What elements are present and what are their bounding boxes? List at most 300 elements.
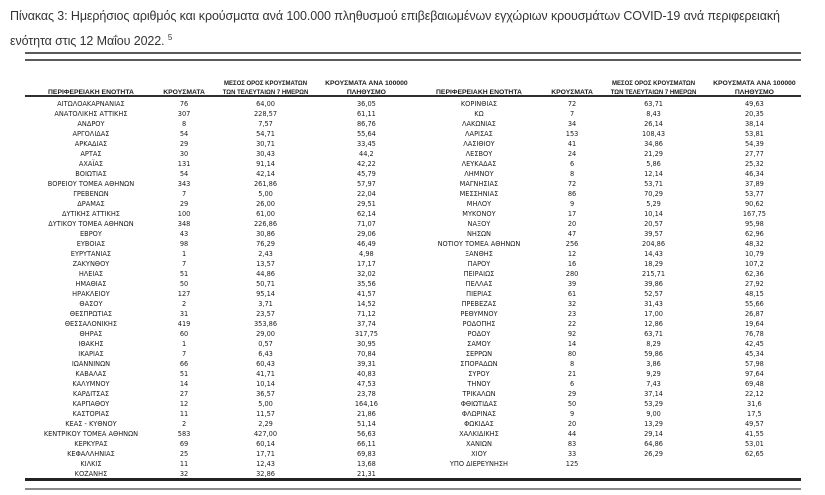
per100k-cell: 42,22 <box>356 160 376 168</box>
per100k-cell: 46,34 <box>744 170 764 178</box>
per100k-cell: 37,89 <box>744 180 764 188</box>
region-cell: ΧΙΟΥ <box>471 450 487 458</box>
avg7-cell: 26,00 <box>256 200 275 208</box>
covid-regional-table <box>25 52 801 492</box>
avg7-cell: 52,57 <box>644 290 663 298</box>
per100k-cell: 21,31 <box>356 470 376 478</box>
region-cell: ΚΑΒΑΛΑΣ <box>75 370 107 378</box>
per100k-cell: 17,5 <box>747 410 762 418</box>
avg7-cell: 427,00 <box>253 430 278 438</box>
table-row <box>25 269 413 279</box>
cases-cell: 2 <box>181 300 187 308</box>
avg7-cell: 91,14 <box>256 160 275 168</box>
avg7-cell: 18,29 <box>644 260 663 268</box>
per100k-cell: 48,15 <box>744 290 764 298</box>
region-cell: ΛΑΚΩΝΙΑΣ <box>461 120 496 128</box>
cases-cell: 31 <box>179 310 189 318</box>
bottom-rule-thin <box>25 488 801 490</box>
cases-cell: 24 <box>567 150 577 158</box>
table-row <box>413 149 801 159</box>
avg7-cell: 8,29 <box>646 340 661 348</box>
table-row <box>413 299 801 309</box>
table-row <box>413 369 801 379</box>
avg7-cell: 61,00 <box>256 210 275 218</box>
header-avg7 <box>211 80 320 97</box>
region-cell: ΦΩΚΙΔΑΣ <box>464 420 494 428</box>
cases-cell: 6 <box>569 160 575 168</box>
cases-cell: 9 <box>569 200 575 208</box>
per100k-cell: 17,17 <box>356 260 376 268</box>
avg7-cell: 60,43 <box>256 360 275 368</box>
table-row <box>25 109 413 119</box>
cases-cell: 11 <box>179 460 189 468</box>
region-cell: ΦΛΩΡΙΝΑΣ <box>461 410 497 418</box>
cases-cell: 29 <box>567 390 577 398</box>
cases-cell: 8 <box>181 120 187 128</box>
header-avg7-line2: ΤΩΝ ΤΕΛΕΥΤΑΙΩΝ 7 ΗΜΕΡΩΝ <box>610 89 697 96</box>
region-cell: ΣΥΡΟΥ <box>468 370 490 378</box>
region-cell: ΣΕΡΡΩΝ <box>465 350 493 358</box>
per100k-cell: 86,76 <box>356 120 376 128</box>
table-row <box>25 209 413 219</box>
per100k-cell: 4,98 <box>359 250 374 258</box>
cases-cell: 61 <box>567 290 577 298</box>
table-row <box>413 219 801 229</box>
region-cell: ΜΑΓΝΗΣΙΑΣ <box>459 180 499 188</box>
table-row <box>413 139 801 149</box>
avg7-cell: 34,86 <box>644 140 663 148</box>
left-table-header <box>25 60 413 97</box>
region-cell: ΚΟΖΑΝΗΣ <box>74 470 108 478</box>
table-row <box>25 119 413 129</box>
cases-cell: 76 <box>179 100 189 108</box>
avg7-cell: 23,57 <box>256 310 275 318</box>
region-cell: ΡΟΔΟΠΗΣ <box>462 320 496 328</box>
per100k-cell: 62,14 <box>356 210 376 218</box>
avg7-cell: 12,14 <box>644 170 663 178</box>
cases-cell: 12 <box>179 400 189 408</box>
right-table-body <box>413 97 801 469</box>
region-cell: ΧΑΛΚΙΔΙΚΗΣ <box>459 430 499 438</box>
table-row <box>413 419 801 429</box>
per100k-cell: 167,75 <box>742 210 766 218</box>
cases-cell: 92 <box>567 330 577 338</box>
table-row <box>25 439 413 449</box>
avg7-cell: 17,00 <box>644 310 663 318</box>
avg7-cell: 108,43 <box>641 130 666 138</box>
cases-cell: 7 <box>181 260 187 268</box>
table-row <box>413 239 801 249</box>
table-row <box>413 109 801 119</box>
table-row <box>25 359 413 369</box>
cases-cell: 17 <box>567 210 577 218</box>
region-cell: ΠΕΛΛΑΣ <box>465 280 493 288</box>
region-cell: ΘΗΡΑΣ <box>79 330 103 338</box>
per100k-cell: 23,78 <box>356 390 376 398</box>
table-row <box>25 429 413 439</box>
per100k-cell: 48,32 <box>744 240 764 248</box>
avg7-cell: 204,86 <box>641 240 666 248</box>
per100k-cell: 45,34 <box>744 350 764 358</box>
cases-cell: 25 <box>179 450 189 458</box>
table-row <box>413 119 801 129</box>
cases-cell: 86 <box>567 190 577 198</box>
cases-cell: 72 <box>567 180 577 188</box>
avg7-cell: 3,71 <box>258 300 273 308</box>
avg7-cell: 31,43 <box>644 300 663 308</box>
avg7-cell: 215,71 <box>641 270 666 278</box>
table-row <box>413 259 801 269</box>
table-row <box>25 219 413 229</box>
cases-cell: 29 <box>179 140 189 148</box>
region-cell: ΙΘΑΚΗΣ <box>78 340 104 348</box>
cases-cell: 29 <box>179 200 189 208</box>
per100k-cell: 37,74 <box>356 320 376 328</box>
avg7-cell: 39,57 <box>644 230 663 238</box>
table-row <box>25 179 413 189</box>
avg7-cell: 53,71 <box>644 180 663 188</box>
avg7-cell: 20,57 <box>644 220 663 228</box>
table-row <box>25 379 413 389</box>
right-table-header <box>413 60 801 97</box>
table-row <box>25 369 413 379</box>
region-cell: ΠΕΙΡΑΙΩΣ <box>463 270 495 278</box>
cases-cell: 12 <box>567 250 577 258</box>
cases-cell: 27 <box>179 390 189 398</box>
per100k-cell: 90,62 <box>744 200 764 208</box>
table-row <box>25 149 413 159</box>
avg7-cell: 53,29 <box>644 400 663 408</box>
per100k-cell <box>708 459 801 469</box>
table-row <box>25 389 413 399</box>
cases-cell: 41 <box>567 140 577 148</box>
table-row <box>25 159 413 169</box>
per100k-cell: 49,57 <box>744 420 764 428</box>
cases-cell: 60 <box>179 330 189 338</box>
header-region <box>25 89 157 98</box>
avg7-cell: 5,00 <box>258 400 273 408</box>
cases-cell: 21 <box>567 370 577 378</box>
cases-cell: 72 <box>567 100 577 108</box>
per100k-cell: 71,12 <box>356 310 376 318</box>
table-row <box>25 329 413 339</box>
cases-cell: 153 <box>565 130 579 138</box>
table-row <box>413 99 801 109</box>
table-row <box>413 409 801 419</box>
region-cell: ΑΡΓΟΛΙΔΑΣ <box>72 130 110 138</box>
table-row <box>25 409 413 419</box>
avg7-cell: 30,43 <box>256 150 275 158</box>
per100k-cell: 35,56 <box>356 280 376 288</box>
per100k-cell: 44,2 <box>359 150 374 158</box>
region-cell: ΑΝΔΡΟΥ <box>77 120 105 128</box>
per100k-cell: 36,05 <box>356 100 376 108</box>
cases-cell: 98 <box>179 240 189 248</box>
region-cell: ΗΜΑΘΙΑΣ <box>75 280 107 288</box>
region-cell: ΑΡΚΑΔΙΑΣ <box>74 140 108 148</box>
header-per100k-line1: ΚΡΟΥΣΜΑΤΑ ΑΝΑ 100000 <box>325 80 408 87</box>
table-row <box>25 199 413 209</box>
avg7-cell: 63,71 <box>644 100 663 108</box>
per100k-cell: 22,04 <box>356 190 376 198</box>
table-row <box>413 329 801 339</box>
table-row <box>413 199 801 209</box>
table-caption <box>10 6 812 52</box>
table-row <box>413 289 801 299</box>
region-cell: ΚΑΡΠΑΘΟΥ <box>72 400 110 408</box>
region-cell: ΙΩΑΝΝΙΝΩΝ <box>71 360 111 368</box>
table-row <box>25 349 413 359</box>
cases-cell: 16 <box>567 260 577 268</box>
per100k-cell: 14,52 <box>356 300 376 308</box>
avg7-cell: 11,57 <box>256 410 275 418</box>
cases-cell: 11 <box>179 410 189 418</box>
per100k-cell: 53,77 <box>744 190 764 198</box>
table-row <box>25 319 413 329</box>
header-avg7-line1: ΜΕΣΟΣ ΟΡΟΣ ΚΡΟΥΣΜΑΤΩΝ <box>611 81 696 87</box>
per100k-cell: 55,66 <box>744 300 764 308</box>
avg7-cell: 60,14 <box>256 440 275 448</box>
avg7-cell: 8,43 <box>646 110 661 118</box>
table-row <box>413 209 801 219</box>
region-cell: ΕΥΡΥΤΑΝΙΑΣ <box>70 250 112 258</box>
per100k-cell: 21,86 <box>356 410 376 418</box>
cases-cell: 2 <box>181 420 187 428</box>
avg7-cell: 353,86 <box>253 320 278 328</box>
header-cases <box>545 89 599 98</box>
region-cell: ΑΡΤΑΣ <box>80 150 102 158</box>
per100k-cell: 55,64 <box>356 130 376 138</box>
per100k-cell: 27,77 <box>744 150 764 158</box>
per100k-cell: 51,14 <box>356 420 376 428</box>
avg7-cell <box>599 459 708 469</box>
table-row <box>25 459 413 469</box>
per100k-cell: 29,06 <box>356 230 376 238</box>
region-cell: ΦΘΙΩΤΙΔΑΣ <box>460 400 498 408</box>
cases-cell: 1 <box>181 340 187 348</box>
per100k-cell: 47,53 <box>356 380 376 388</box>
avg7-cell: 21,29 <box>644 150 663 158</box>
table-row <box>25 229 413 239</box>
avg7-cell: 64,86 <box>644 440 663 448</box>
cases-cell: 307 <box>177 110 191 118</box>
cases-cell: 8 <box>569 360 575 368</box>
avg7-cell: 76,29 <box>256 240 275 248</box>
table-row <box>25 339 413 349</box>
region-cell: ΜΕΣΣΗΝΙΑΣ <box>459 190 499 198</box>
cases-cell: 44 <box>567 430 577 438</box>
header-avg7-line1: ΜΕΣΟΣ ΟΡΟΣ ΚΡΟΥΣΜΑΤΩΝ <box>223 81 308 87</box>
table-row <box>25 239 413 249</box>
per100k-cell: 97,64 <box>744 370 764 378</box>
cases-cell: 50 <box>179 280 189 288</box>
cases-cell: 22 <box>567 320 577 328</box>
region-cell: ΠΑΡΟΥ <box>467 260 491 268</box>
cases-cell: 100 <box>177 210 191 218</box>
per100k-cell: 39,31 <box>356 360 376 368</box>
per100k-cell: 76,78 <box>744 330 764 338</box>
header-region <box>413 89 545 98</box>
region-cell: ΔΡΑΜΑΣ <box>77 200 105 208</box>
table-row <box>25 139 413 149</box>
region-cell: ΚΑΣΤΟΡΙΑΣ <box>72 410 110 418</box>
region-cell: ΥΠΟ ΔΙΕΡΕΥΝΗΣΗ <box>449 460 508 468</box>
table-row <box>25 299 413 309</box>
cases-cell: 43 <box>179 230 189 238</box>
region-cell: ΜΥΚΟΝΟΥ <box>462 210 496 218</box>
region-cell: ΔΥΤΙΚΗΣ ΑΤΤΙΚΗΣ <box>61 210 120 218</box>
region-cell: ΝΟΤΙΟΥ ΤΟΜΕΑ ΑΘΗΝΩΝ <box>437 240 521 248</box>
avg7-cell: 70,29 <box>644 190 663 198</box>
region-cell: ΛΑΣΙΘΙΟΥ <box>463 140 495 148</box>
cases-cell: 280 <box>565 270 579 278</box>
region-cell: ΘΕΣΣΑΛΟΝΙΚΗΣ <box>64 320 118 328</box>
table-row <box>25 169 413 179</box>
cases-cell: 23 <box>567 310 577 318</box>
avg7-cell: 13,57 <box>256 260 275 268</box>
region-cell: ΤΗΝΟΥ <box>467 380 491 388</box>
region-cell: ΕΒΡΟΥ <box>80 230 102 238</box>
cases-cell: 7 <box>569 110 575 118</box>
region-cell: ΒΟΡΕΙΟΥ ΤΟΜΕΑ ΑΘΗΝΩΝ <box>47 180 135 188</box>
table-row <box>25 129 413 139</box>
avg7-cell: 50,71 <box>256 280 275 288</box>
region-cell: ΓΡΕΒΕΝΩΝ <box>73 190 109 198</box>
region-cell: ΛΗΜΝΟΥ <box>464 170 494 178</box>
cases-cell: 34 <box>567 120 577 128</box>
region-cell: ΛΕΥΚΑΔΑΣ <box>461 160 497 168</box>
table-row <box>413 349 801 359</box>
cases-cell: 20 <box>567 220 577 228</box>
cases-cell: 256 <box>565 240 579 248</box>
avg7-cell: 39,86 <box>644 280 663 288</box>
per100k-cell: 53,81 <box>744 130 764 138</box>
cases-cell: 419 <box>177 320 191 328</box>
avg7-cell: 261,86 <box>253 180 278 188</box>
header-cases <box>157 89 211 98</box>
region-cell: ΑΙΤΩΛΟΑΚΑΡΝΑΝΙΑΣ <box>57 100 125 108</box>
cases-cell: 30 <box>179 150 189 158</box>
cases-cell: 14 <box>567 340 577 348</box>
per100k-cell: 56,63 <box>356 430 376 438</box>
avg7-cell: 36,57 <box>256 390 275 398</box>
table-row <box>413 269 801 279</box>
cases-cell: 32 <box>179 470 189 478</box>
region-cell: ΗΛΕΙΑΣ <box>78 270 104 278</box>
avg7-cell: 226,86 <box>253 220 278 228</box>
per100k-cell: 40,83 <box>356 370 376 378</box>
header-per100k-line2: ΠΛΗΘΥΣΜΟ <box>734 88 774 96</box>
avg7-cell: 7,57 <box>258 120 273 128</box>
per100k-cell: 13,68 <box>356 460 376 468</box>
per100k-cell: 107,2 <box>744 260 764 268</box>
table-row <box>413 399 801 409</box>
header-region-label: ΠΕΡΙΦΕΡΕΙΑΚΗ ΕΝΟΤΗΤΑ <box>48 88 134 96</box>
per100k-cell: 70,84 <box>356 350 376 358</box>
per100k-cell: 19,64 <box>744 320 764 328</box>
tables-row <box>25 60 801 479</box>
cases-cell: 14 <box>179 380 189 388</box>
per100k-cell: 22,12 <box>744 390 764 398</box>
per100k-cell: 10,79 <box>744 250 764 258</box>
table-row <box>413 309 801 319</box>
table-row <box>413 319 801 329</box>
region-cell: ΚΙΛΚΙΣ <box>80 460 102 468</box>
header-per100k-line2: ΠΛΗΘΥΣΜΟ <box>346 88 386 96</box>
cases-cell: 343 <box>177 180 191 188</box>
per100k-cell: 41,55 <box>744 430 764 438</box>
avg7-cell: 95,14 <box>256 290 275 298</box>
per100k-cell: 53,01 <box>744 440 764 448</box>
table-row <box>25 309 413 319</box>
table-row <box>25 99 413 109</box>
per100k-cell: 57,98 <box>744 360 764 368</box>
per100k-cell: 45,79 <box>356 170 376 178</box>
table-row <box>413 229 801 239</box>
cases-cell: 47 <box>567 230 577 238</box>
region-cell: ΚΑΡΔΙΤΣΑΣ <box>72 390 110 398</box>
cases-cell: 7 <box>181 350 187 358</box>
region-cell: ΘΕΣΠΡΩΤΙΑΣ <box>69 310 113 318</box>
region-cell: ΔΥΤΙΚΟΥ ΤΟΜΕΑ ΑΘΗΝΩΝ <box>48 220 134 228</box>
table-row <box>413 359 801 369</box>
region-cell: ΧΑΝΙΩΝ <box>466 440 492 448</box>
avg7-cell: 26,29 <box>644 450 663 458</box>
avg7-cell: 6,43 <box>258 350 273 358</box>
cases-cell: 50 <box>567 400 577 408</box>
cases-cell: 127 <box>177 290 191 298</box>
avg7-cell: 5,00 <box>258 190 273 198</box>
avg7-cell: 54,71 <box>256 130 275 138</box>
region-cell: ΡΟΔΟΥ <box>467 330 491 338</box>
left-table-body <box>25 97 413 479</box>
region-cell: ΚΕΝΤΡΙΚΟΥ ΤΟΜΕΑ ΑΘΗΝΩΝ <box>43 430 139 438</box>
per100k-cell: 38,14 <box>744 120 764 128</box>
per100k-cell: 69,83 <box>356 450 376 458</box>
avg7-cell: 12,43 <box>256 460 275 468</box>
avg7-cell: 41,71 <box>256 370 275 378</box>
table-row <box>25 449 413 459</box>
per100k-cell: 317,75 <box>354 330 378 338</box>
table-row <box>413 169 801 179</box>
region-cell: ΜΗΛΟΥ <box>466 200 492 208</box>
avg7-cell: 29,00 <box>256 330 275 338</box>
per100k-cell: 62,96 <box>744 230 764 238</box>
per100k-cell: 42,45 <box>744 340 764 348</box>
per100k-cell: 66,11 <box>356 440 376 448</box>
top-rule-1 <box>25 52 801 54</box>
region-cell: ΚΑΛΥΜΝΟΥ <box>72 380 110 388</box>
region-cell: ΛΕΣΒΟΥ <box>465 150 493 158</box>
per100k-cell: 33,45 <box>356 140 376 148</box>
avg7-cell: 29,14 <box>644 430 663 438</box>
cases-cell: 583 <box>177 430 191 438</box>
region-cell: ΝΑΞΟΥ <box>467 220 491 228</box>
per100k-cell: 31,6 <box>747 400 762 408</box>
region-cell: ΚΕΦΑΛΛΗΝΙΑΣ <box>67 450 115 458</box>
table-row <box>413 189 801 199</box>
per100k-cell: 71,07 <box>356 220 376 228</box>
avg7-cell: 9,29 <box>646 370 661 378</box>
table-row <box>413 159 801 169</box>
table-row <box>25 469 413 479</box>
cases-cell: 33 <box>567 450 577 458</box>
per100k-cell: 30,95 <box>356 340 376 348</box>
cases-cell: 80 <box>567 350 577 358</box>
avg7-cell: 30,86 <box>256 230 275 238</box>
region-cell: ΚΩ <box>474 110 484 118</box>
per100k-cell: 41,57 <box>356 290 376 298</box>
